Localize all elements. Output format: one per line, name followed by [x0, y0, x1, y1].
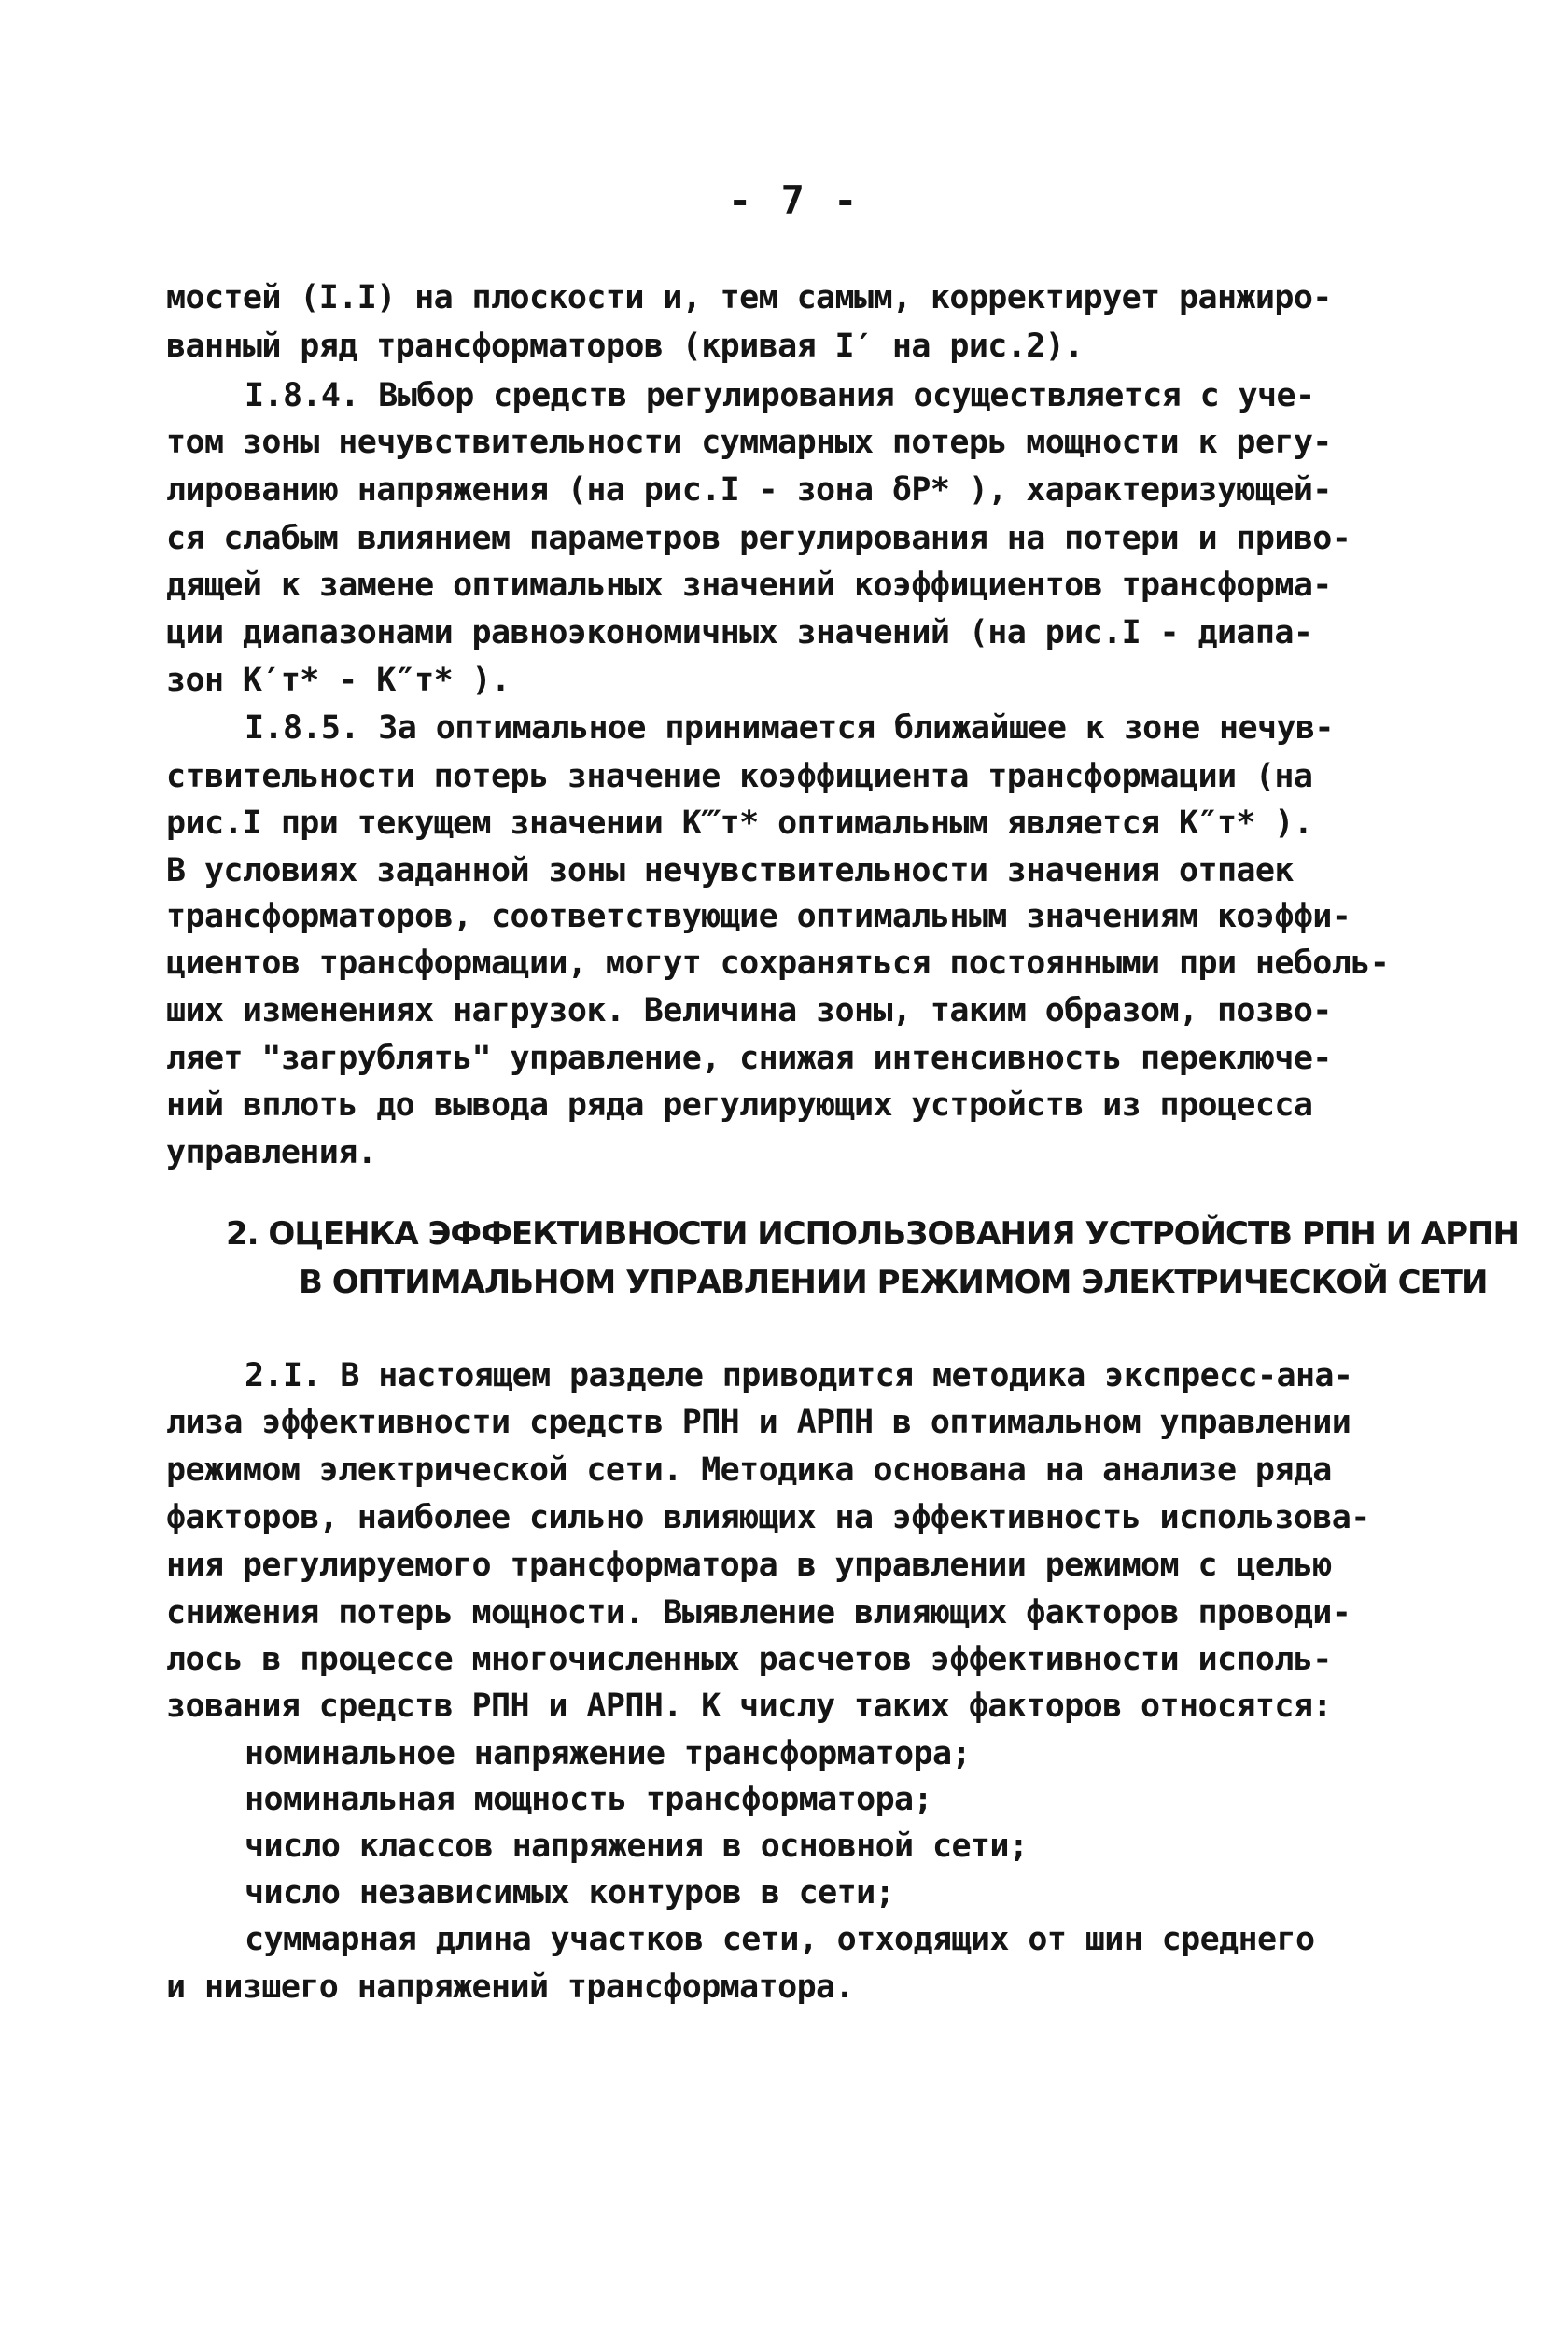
- text-line: дящей к замене оптимальных значений коэффициентов трансформа-: [166, 567, 1332, 604]
- text-line: ния регулируемого трансформатора в управлении режимом с целью: [166, 1547, 1332, 1584]
- list-item: номинальное напряжение трансформатора;: [245, 1735, 971, 1772]
- text-line: рис.I при текущем значении K‴т* оптимальным является K″т* ).: [166, 805, 1313, 842]
- text-line: ванный ряд трансформаторов (кривая I′ на рис.2).: [166, 328, 1084, 365]
- section-heading: 2. ОЦЕНКА ЭФФЕКТИВНОСТИ ИСПОЛЬЗОВАНИЯ УСТРОЙСТВ РПН И АРПН: [226, 1215, 1519, 1253]
- text-line: трансформаторов, соответствующие оптимальным значениям коэффи-: [166, 898, 1351, 935]
- list-item: число независимых контуров в сети;: [245, 1874, 895, 1912]
- text-line: мостей (I.I) на плоскости и, тем самым, корректирует ранжиро-: [166, 279, 1332, 316]
- list-item: номинальная мощность трансформатора;: [245, 1781, 932, 1818]
- text-line: факторов, наиболее сильно влияющих на эффективность использова-: [166, 1499, 1370, 1536]
- text-line: лось в процессе многочисленных расчетов эффективности исполь-: [166, 1641, 1332, 1678]
- text-line: ляет "загрублять" управление, снижая интенсивность переключе-: [166, 1040, 1332, 1077]
- text-line: ний вплоть до вывода ряда регулирующих устройств из процесса: [166, 1086, 1313, 1124]
- text-line: В условиях заданной зоны нечувствительности значения отпаек: [166, 852, 1294, 889]
- text-line: ствительности потерь значение коэффициента трансформации (на: [166, 758, 1313, 795]
- text-line: зон K′т* - K″т* ).: [166, 662, 511, 699]
- text-line: ся слабым влиянием параметров регулирования на потери и приво-: [166, 520, 1351, 557]
- text-line: режимом электрической сети. Методика основана на анализе ряда: [166, 1451, 1332, 1489]
- text-line: циентов трансформации, могут сохраняться постоянными при неболь-: [166, 945, 1390, 982]
- text-line: I.8.4. Выбор средств регулирования осуществляется с уче-: [245, 377, 1315, 414]
- text-line: зования средств РПН и АРПН. К числу таких факторов относятся:: [166, 1688, 1332, 1725]
- text-line: том зоны нечувствительности суммарных потерь мощности к регу-: [166, 424, 1332, 461]
- page-number: - 7 -: [728, 177, 861, 223]
- text-line: лиза эффективности средств РПН и АРПН в оптимальном управлении: [166, 1404, 1351, 1441]
- list-item: и низшего напряжений трансформатора.: [166, 1968, 854, 2006]
- text-line: ших изменениях нагрузок. Величина зоны, таким образом, позво-: [166, 992, 1332, 1029]
- list-item: число классов напряжения в основной сети;: [245, 1828, 1029, 1865]
- text-line: I.8.5. За оптимальное принимается ближайшее к зоне нечув-: [245, 709, 1334, 747]
- text-line: управления.: [166, 1134, 377, 1171]
- list-item: суммарная длина участков сети, отходящих от шин среднего: [245, 1921, 1315, 1958]
- text-line: лированию напряжения (на рис.I - зона δP* ), характеризующей-: [166, 471, 1332, 509]
- section-heading: В ОПТИМАЛЬНОМ УПРАВЛЕНИИ РЕЖИМОМ ЭЛЕКТРИЧЕСКОЙ СЕТИ: [299, 1264, 1488, 1301]
- text-line: 2.I. В настоящем разделе приводится методика экспресс-ана-: [245, 1357, 1353, 1394]
- text-line: ции диапазонами равноэкономичных значений (на рис.I - диапа-: [166, 614, 1313, 651]
- text-line: снижения потерь мощности. Выявление влияющих факторов проводи-: [166, 1594, 1351, 1632]
